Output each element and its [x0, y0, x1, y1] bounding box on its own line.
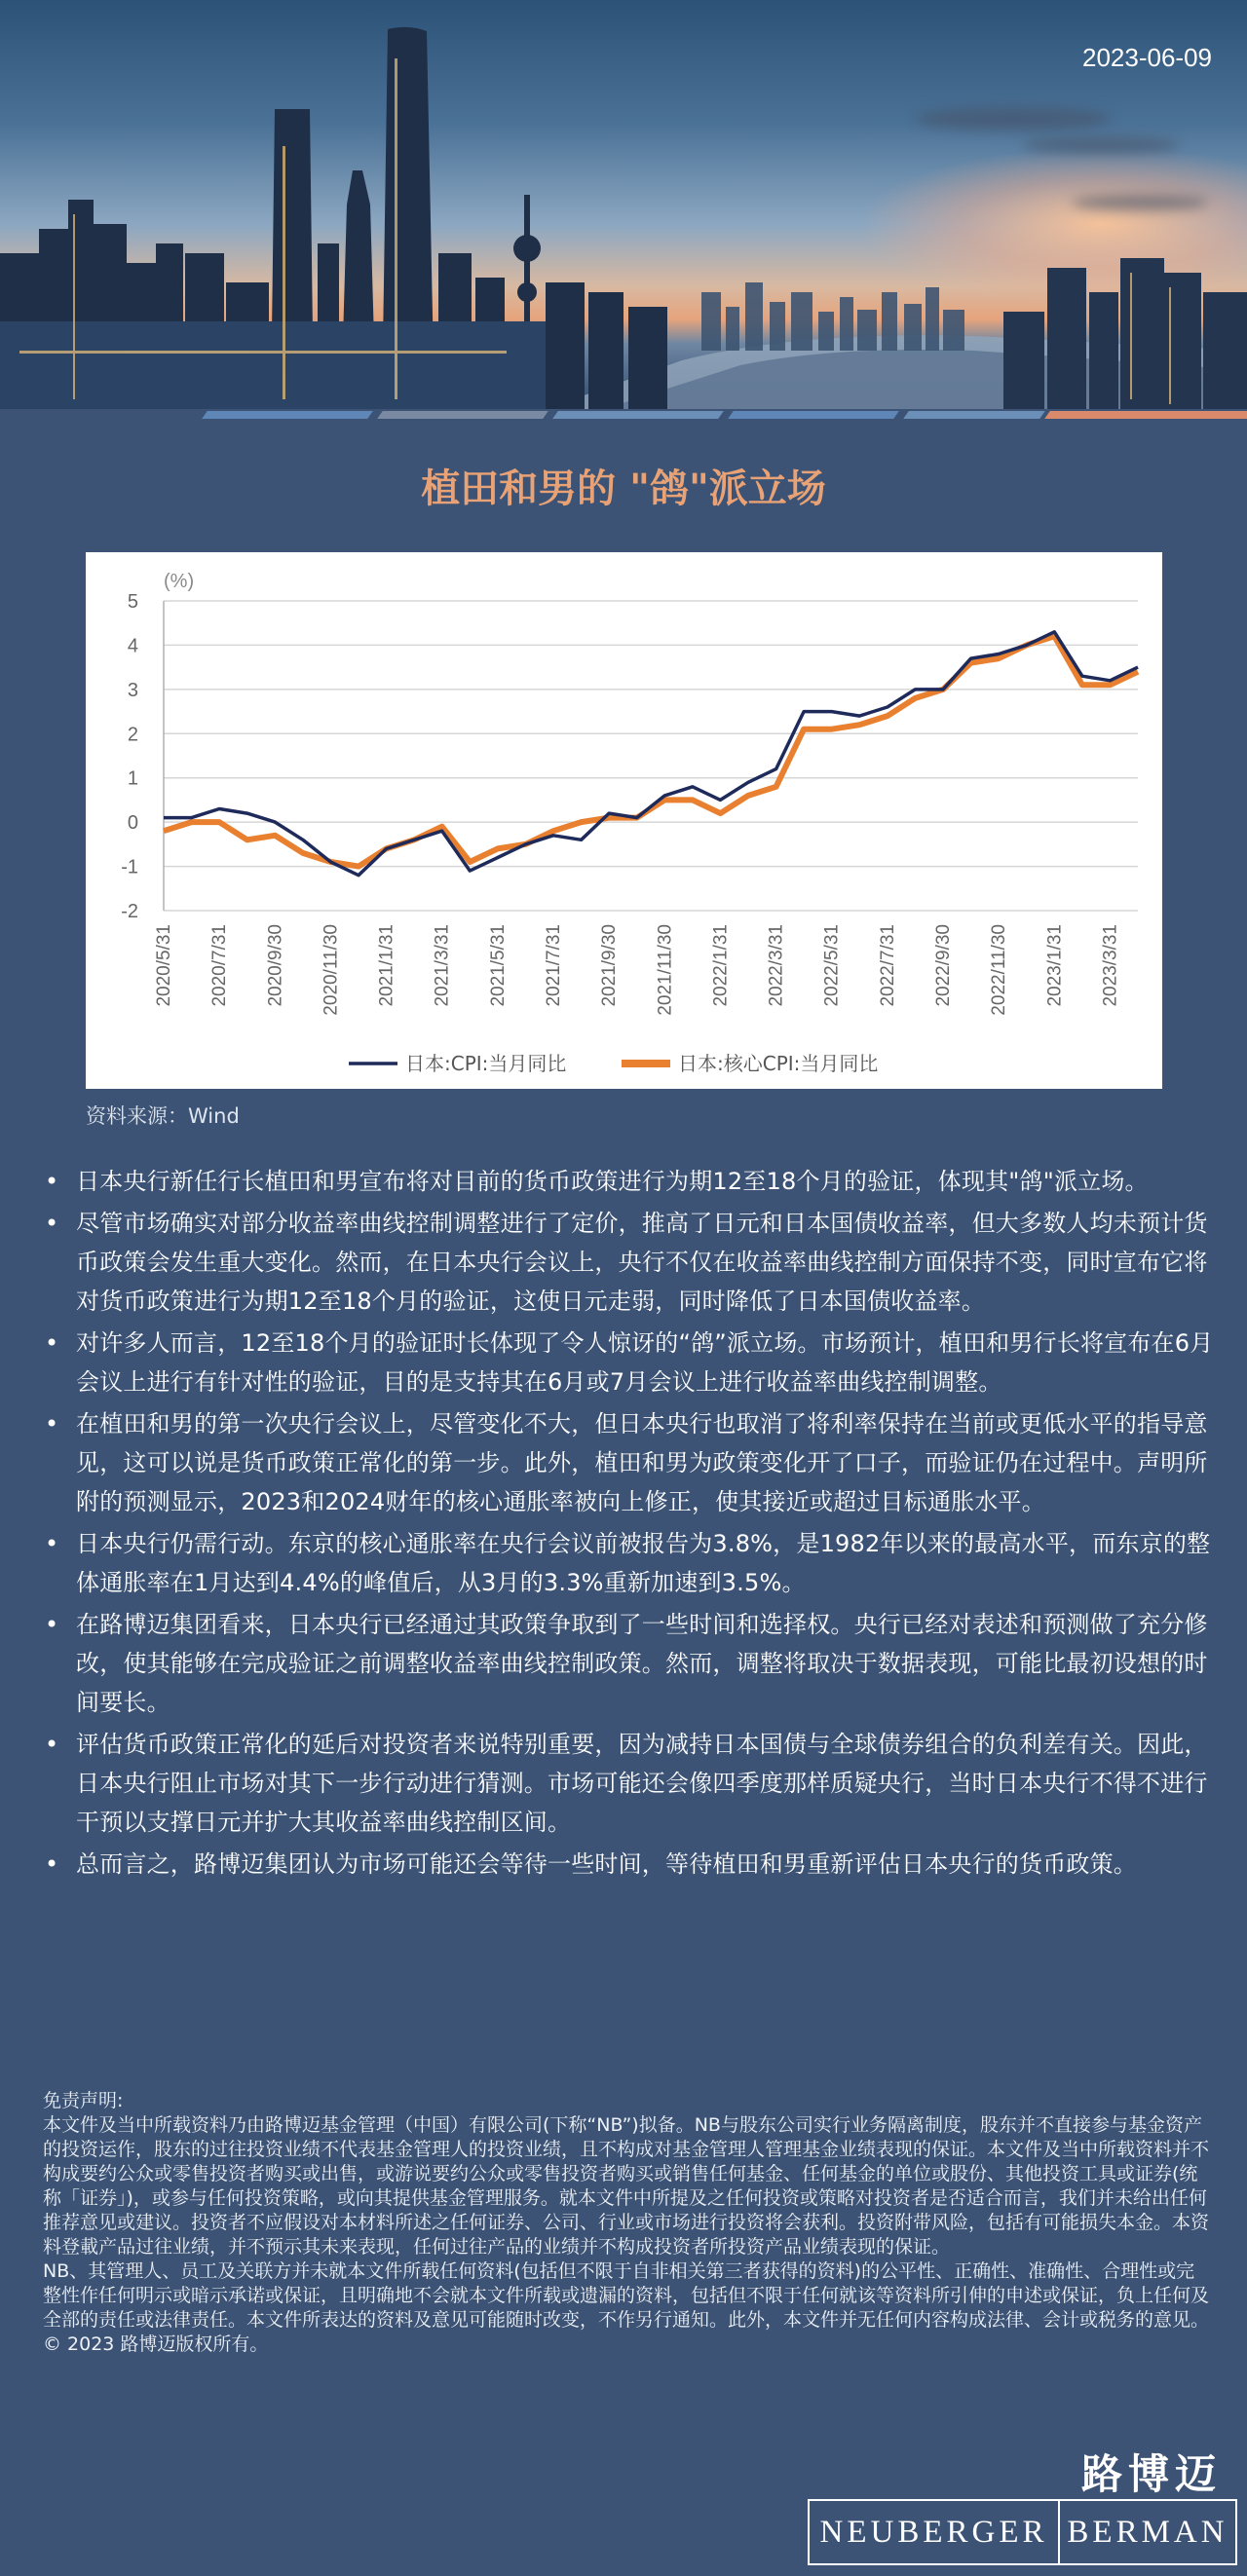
series-line-core-cpi — [164, 636, 1138, 866]
x-tick-label: 2022/7/31 — [877, 924, 898, 1007]
x-tick-label: 2022/9/30 — [933, 924, 954, 1007]
x-tick-label: 2021/5/31 — [487, 924, 509, 1007]
bullet-point: • 在路博迈集团看来，日本央行已经通过其政策争取到了一些时间和选择权。央行已经对表述和预测做了充分修改，使其能够在完成验证之前调整收益率曲线控制政策。然而，调整将取决于数据表现，可能比最初设想的时间要长。 — [39, 1605, 1218, 1722]
x-tick-label: 2022/11/30 — [989, 923, 1010, 1016]
x-tick-label: 2021/3/31 — [432, 924, 453, 1007]
bullet-point: • 日本央行仍需行动。东京的核心通胀率在央行会议前被报告为3.8%，是1982年以来的最高水平，而东京的整体通胀率在1月达到4.4%的峰值后，从3月的3.3%重新加速到3.5%。 — [39, 1524, 1218, 1602]
article-title: 植田和男的 "鸽"派立场 — [421, 467, 826, 511]
y-tick-label: 3 — [127, 679, 138, 701]
y-tick-label: 5 — [127, 591, 138, 613]
y-tick-label: 4 — [127, 635, 138, 657]
x-tick-label: 2022/3/31 — [766, 924, 787, 1007]
series-line-cpi — [164, 632, 1138, 876]
x-tick-label: 2022/5/31 — [821, 924, 843, 1007]
bullet-point: • 在植田和男的第一次央行会议上，尽管变化不大，但日本央行也取消了将利率保持在当前或更低水平的指导意见，这可以说是货币政策正常化的第一步。此外，植田和男为政策变化开了口子，而验证仍在过程中。声明所附的预测显示，2023和2024财年的核心通胀率被向上修正，使其接近或超过目标通胀水平。 — [39, 1404, 1218, 1521]
bullet-point: • 对许多人而言，12至18个月的验证时长体现了令人惊讶的“鸽”派立场。市场预计，植田和男行长将宣布在6月会议上进行有针对性的验证，目的是支持其在6月或7月会议上进行收益率曲线控制调整。 — [39, 1324, 1218, 1401]
x-tick-label: 2021/9/30 — [599, 924, 621, 1007]
bullet-point: • 尽管市场确实对部分收益率曲线控制调整进行了定价，推高了日元和日本国债收益率，但大多数人均未预计货币政策会发生重大变化。然而，在日本央行会议上，央行不仅在收益率曲线控制方面保持不变，同时宣布它将对货币政策进行为期12至18个月的验证，这使日元走弱，同时降低了日本国债收益率。 — [39, 1204, 1218, 1321]
x-tick-label: 2022/1/31 — [710, 924, 732, 1007]
city-skyline-image — [0, 0, 1247, 409]
x-tick-label: 2023/3/31 — [1100, 924, 1121, 1007]
brand-logo-en — [808, 2499, 1237, 2565]
x-tick-label: 2021/11/30 — [655, 924, 676, 1016]
brand-logo-right: BERMAN — [1067, 2514, 1228, 2550]
bullet-point: • 总而言之，路博迈集团认为市场可能还会等待一些时间，等待植田和男重新评估日本央行的货币政策。 — [39, 1845, 1218, 1884]
header-banner — [0, 0, 1247, 409]
key-points-list — [39, 1162, 1218, 1886]
cpi-line-chart — [86, 552, 1162, 1089]
bullet-point: • 日本央行新任行长植田和男宣布将对目前的货币政策进行为期12至18个月的验证，体现其"鸽"派立场。 — [39, 1162, 1218, 1201]
bullet-point: • 评估货币政策正常化的延后对投资者来说特别重要，因为减持日本国债与全球债券组合的负利差有关。因此，日本央行阻止市场对其下一步行动进行猜测。市场可能还会像四季度那样质疑央行，当时日本央行不得不进行干预以支撑日元并扩大其收益率曲线控制区间。 — [39, 1725, 1218, 1842]
disclaimer — [43, 2089, 1212, 2357]
x-tick-label: 2021/7/31 — [544, 924, 564, 1007]
x-tick-label: 2020/7/31 — [209, 924, 231, 1007]
disclaimer-paragraph: 本文件及当中所载资料乃由路博迈基金管理（中国）有限公司(下称“NB”)拟备。NB与股东公司实行业务隔离制度，股东并不直接参与基金资产的投资运作，股东的过往投资业绩不代表基金管理人的投资业绩，且不构成对基金管理人管理基金业绩表现的保证。本文件及当中所载资料并不构成要约公众或零售投资者购买或出售，或游说要约公众或零售投资者购买或销售任何基金、任何基金的单位或股份、其他投资工具或证券(统称「证券」)，或参与任何投资策略，或向其提供基金管理服务。就本文件中所提及之任何投资或策略对投资者是否适合而言，我们并未给出任何推荐意见或建议。投资者不应假设对本材料所述之任何证券、公司、行业或市场进行投资将会获利。投资附带风险，包括有可能损失本金。本资料登載产品过往业绩，并不预示其未来表现，任何过往产品的业绩并不构成投资者所投资产品业绩表现的保证。 — [43, 2114, 1210, 2258]
x-tick-label: 2020/9/30 — [265, 924, 286, 1007]
decorative-stripes — [0, 409, 1247, 421]
disclaimer-heading: 免责声明: — [43, 2090, 124, 2111]
chart-canvas — [86, 552, 1162, 1089]
x-tick-label: 2023/1/31 — [1044, 923, 1066, 1007]
y-tick-label: -1 — [121, 856, 138, 878]
legend-label: 日本:核心CPI:当月同比 — [678, 1052, 879, 1075]
x-tick-label: 2020/11/30 — [321, 924, 342, 1016]
y-axis-unit-label: (%) — [164, 571, 195, 592]
disclaimer-paragraph: NB、其管理人、员工及关联方并未就本文件所载任何资料(包括但不限于自非相关第三者获得的资料)的公平性、正确性、准确性、合理性或完整性作任何明示或暗示承诺或保证，且明确地不会就本文件所载或遗漏的资料，包括但不限于任何就该等资料所引伸的申述或保证，负上任何及全部的责任或法律责任。本文件所表达的资料及意见可能随时改变，不作另行通知。此外，本文件并无任何内容构成法律、会计或税务的意见。 — [43, 2260, 1210, 2331]
copyright: © 2023 路博迈版权所有。 — [43, 2333, 269, 2355]
legend-label: 日本:CPI:当月同比 — [405, 1052, 567, 1075]
report-date: 2023-06-09 — [1082, 43, 1212, 72]
brand-logo-left: NEUBERGER — [819, 2514, 1048, 2550]
brand-logo-cn: 路博迈 — [1080, 2450, 1222, 2498]
y-tick-label: 2 — [127, 724, 138, 746]
y-tick-label: 0 — [127, 812, 138, 835]
y-tick-label: 1 — [127, 767, 138, 790]
x-tick-label: 2021/1/31 — [376, 924, 397, 1007]
x-tick-label: 2020/5/31 — [154, 924, 174, 1007]
y-tick-label: -2 — [121, 901, 138, 922]
chart-source: 资料来源：Wind — [86, 1104, 240, 1128]
